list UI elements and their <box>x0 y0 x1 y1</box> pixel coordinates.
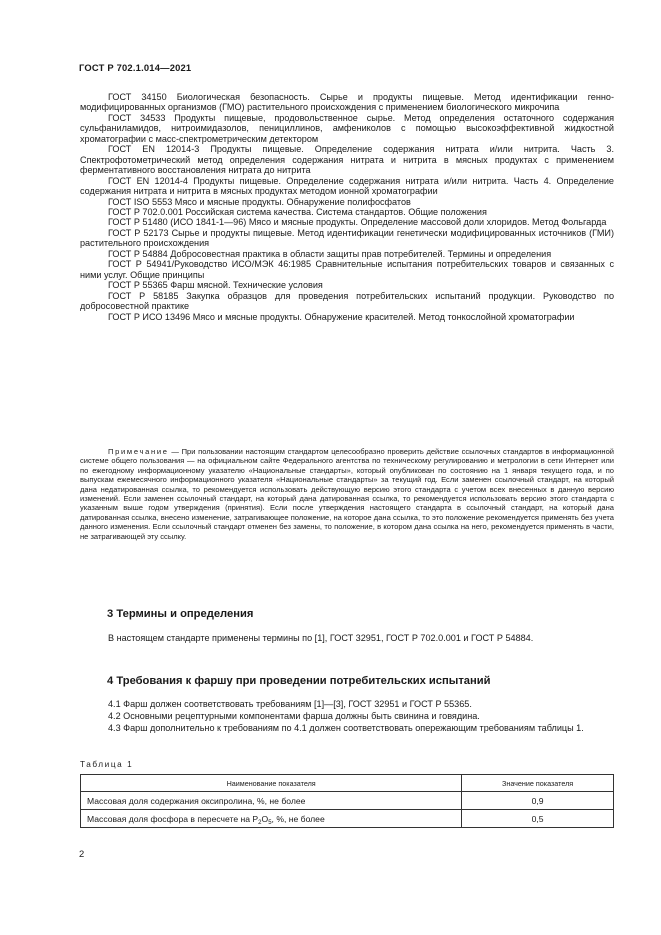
note-text: — При пользовании настоящим стандартом целесообразно проверить действие ссылочных стандартов в информационной системе общего пользования — на официальном сайте Федерального агентства по техническому регулированию и метрологии в сети Интернет или по ежегодному информационному указателю «Национальные стандарты», который опубликован по состоянию на 1 января текущего года, и по выпускам ежемесячного информационного указателя «Национальные стандарты» за текущий год. Если заменен ссылочный стандарт, на который дана недатированная ссылка, то рекомендуется использовать действующую версию этого стандарта с учетом всех внесенных в данную версию изменений. Если заменен ссылочный стандарт, на который дана датированная ссылка, то рекомендуется использовать версию этого стандарта с указанным выше годом утверждения (принятия). Если после утверждения настоящего стандарта в ссылочный стандарт, на который дана датированная ссылка, внесено изменение, затрагивающее положение, на которое дана ссылка, то это положение рекомендуется применять без учета данного изменения. Если ссылочный стандарт отменен без замены, то положение, в котором дана ссылка на него, рекомендуется применять в части, не затрагивающей эту ссылку. <box>80 447 614 541</box>
reference-item: ГОСТ Р 55365 Фарш мясной. Технические условия <box>108 280 323 291</box>
document-header: ГОСТ Р 702.1.014—2021 <box>79 62 192 73</box>
reference-item: ГОСТ EN 12014-3 Продукты пищевые. Определение содержания нитрата и/или нитрита. Часть 3. Спектрофотометрический метод определения содержания нитрата и нитрита в мясных продуктах с применением ферментативного восстановления нитрата до нитрита <box>80 144 614 176</box>
table-row <box>81 792 614 810</box>
reference-item: ГОСТ Р 54884 Добросовестная практика в области защиты прав потребителей. Термины и определения <box>108 248 552 259</box>
formula-mid: O <box>261 813 269 824</box>
table-header-value: Значение показателя <box>462 775 614 792</box>
reference-item: ГОСТ Р 702.0.001 Российская система качества. Система стандартов. Общие положения <box>108 206 487 217</box>
reference-item: ГОСТ 34533 Продукты пищевые, продовольственное сырье. Метод определения остаточного содержания сульфаниламидов, нитроимидазолов, пенициллинов, амфениколов с помощью высокоэффективной жидкостной хроматографии с масс-спектрометрическим детектором <box>80 112 614 144</box>
section-3-body <box>80 633 614 645</box>
table-row <box>81 810 614 828</box>
reference-item: ГОСТ EN 12014-4 Продукты пищевые. Определение содержания нитрата и/или нитрита. Часть 4. Определение содержания нитрата и нитрита в мясных продуктах методом ионной хроматографии <box>80 175 614 197</box>
table-cell-value: 0,9 <box>462 792 614 810</box>
section-4-item: 4.3 Фарш дополнительно к требованиям по 4.1 должен соответствовать опережающим требованиям таблицы 1. <box>108 722 584 733</box>
reference-item: ГОСТ ISO 5553 Мясо и мясные продукты. Обнаружение полифосфатов <box>108 196 411 207</box>
formula-subscript: 2 <box>258 819 262 826</box>
reference-item: ГОСТ Р 52173 Сырье и продукты пищевые. Метод идентификации генетически модифицированных источников (ГМИ) растительного происхождения <box>80 227 614 249</box>
table-header-row <box>81 775 614 792</box>
section-4-body <box>80 699 614 734</box>
normative-references-list <box>80 92 614 322</box>
section-4-item: 4.1 Фарш должен соответствовать требованиям [1]—[3], ГОСТ 32951 и ГОСТ Р 55365. <box>108 699 472 709</box>
section-4-item: 4.2 Основными рецептурными компонентами фарша должны быть свинина и говядина. <box>108 710 480 721</box>
formula-subscript: 5 <box>268 819 272 826</box>
requirements-table <box>80 774 614 828</box>
table-cell-value: 0,5 <box>462 810 614 828</box>
reference-item: ГОСТ 34150 Биологическая безопасность. Сырье и продукты пищевые. Метод идентификации генно-модифицированных организмов (ГМО) растительного происхождения с применением биологического микрочипа <box>80 92 614 113</box>
reference-item: ГОСТ Р 51480 (ИСО 1841-1—96) Мясо и мясные продукты. Определение массовой доли хлоридов. Метод Фольгарда <box>108 217 607 228</box>
section-3-title: 3 Термины и определения <box>107 608 254 620</box>
section-4-title: 4 Требования к фаршу при проведении потребительских испытаний <box>107 675 491 687</box>
section-3-text: В настоящем стандарте применены термины по [1], ГОСТ 32951, ГОСТ Р 702.0.001 и ГОСТ Р 54884. <box>108 633 534 643</box>
formula-suffix: , %, не более <box>271 813 325 824</box>
formula-prefix: Массовая доля фосфора в пересчете на P <box>87 813 259 824</box>
note-paragraph <box>80 447 614 541</box>
table-cell-name: Массовая доля содержания оксипролина, %, не более <box>81 792 462 810</box>
reference-item: ГОСТ Р ИСО 13496 Мясо и мясные продукты. Обнаружение красителей. Метод тонкослойной хроматографии <box>108 311 575 322</box>
reference-item: ГОСТ Р 58185 Закупка образцов для проведения потребительских испытаний продукции. Руководство по добросовестной практике <box>80 290 614 312</box>
note-label: Примечание <box>108 447 169 456</box>
page-number: 2 <box>79 848 85 859</box>
table-header-name: Наименование показателя <box>81 775 462 792</box>
table-caption: Таблица 1 <box>80 760 134 769</box>
table-cell-name <box>81 810 462 828</box>
reference-item: ГОСТ Р 54941/Руководство ИСО/МЭК 46:1985 Сравнительные испытания потребительских товаров и связанных с ними услуг. Общие принципы <box>80 259 614 280</box>
